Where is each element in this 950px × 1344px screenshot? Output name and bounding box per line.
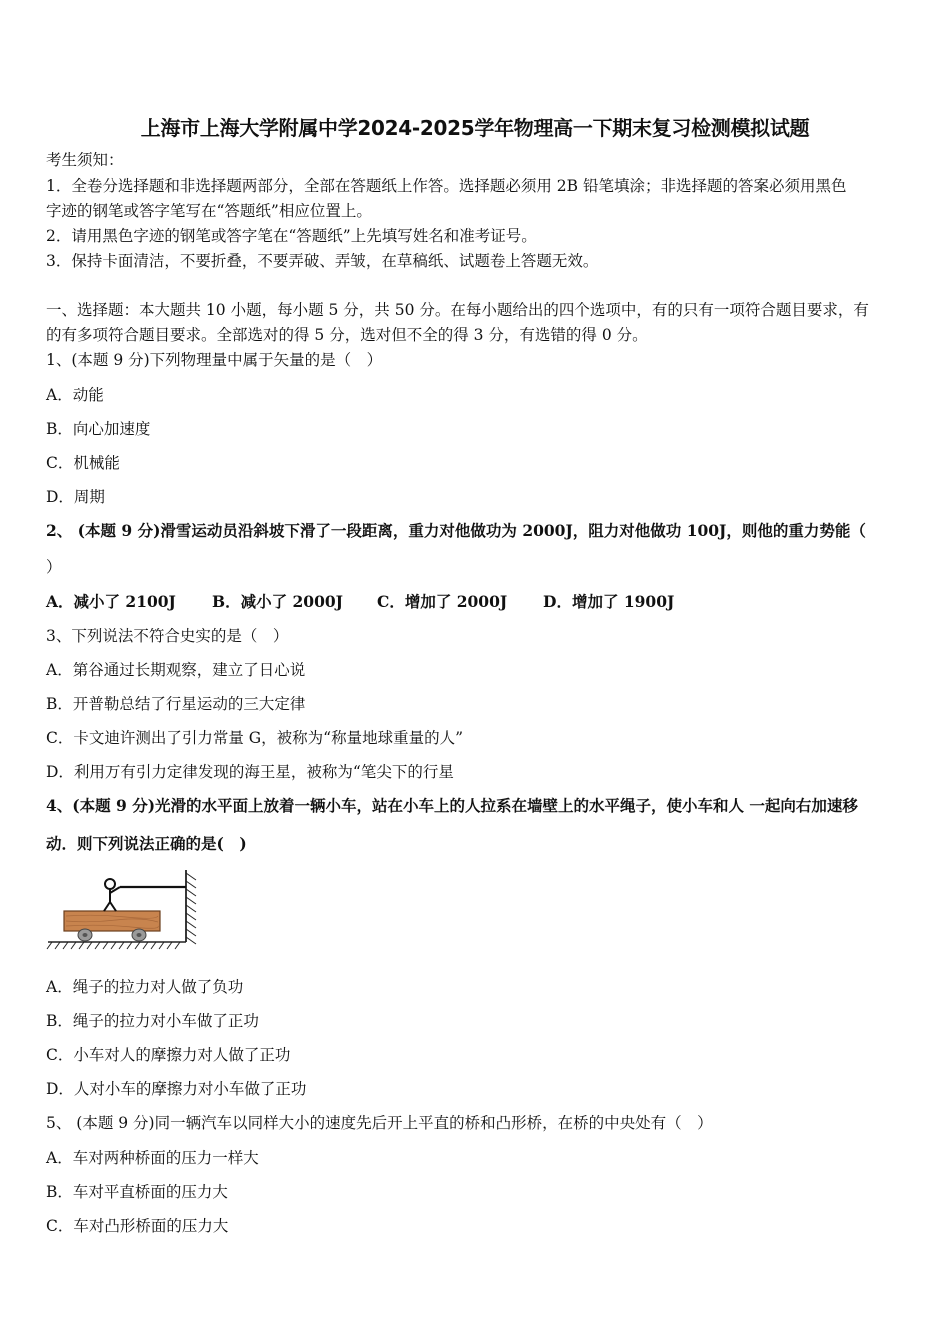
q1-option-c: C．机械能 bbox=[46, 454, 120, 472]
q2-stem-b: ） bbox=[46, 558, 62, 576]
cart-person-wall-figure bbox=[46, 865, 206, 955]
wall-hatching bbox=[186, 873, 196, 944]
q2-option-d: D．增加了 1900J bbox=[543, 592, 675, 611]
q3-option-c: C．卡文迪许测出了引力常量 G，被称为“称量地球重量的人” bbox=[46, 729, 464, 747]
q2-stem-a: 2、 (本题 9 分)滑雪运动员沿斜坡下滑了一段距离，重力对他做功为 2000J，阻力对他做功 100J，则他的重力势能（ bbox=[46, 521, 866, 540]
q4-option-d: D．人对小车的摩擦力对小车做了正功 bbox=[46, 1080, 307, 1098]
q4-stem-a: 4、(本题 9 分)光滑的水平面上放着一辆小车，站在小车上的人拉系在墙壁上的水平绳子，使小车和人 一起向右加速移 bbox=[46, 796, 858, 815]
q2-option-b: B．减小了 2000J bbox=[212, 592, 343, 611]
notice-line-1b: 字迹的钢笔或答字笔写在“答题纸”相应位置上。 bbox=[46, 202, 372, 220]
q3-option-a: A．第谷通过长期观察，建立了日心说 bbox=[46, 661, 306, 679]
section-intro-2: 的有多项符合题目要求。全部选对的得 5 分，选对但不全的得 3 分，有选错的得 0 分。 bbox=[46, 326, 648, 344]
notice-line-1a: 1．全卷分选择题和非选择题两部分，全部在答题纸上作答。选择题必须用 2B 铅笔填涂；非选择题的答案必须用黑色 bbox=[46, 177, 847, 195]
q5-option-a: A．车对两种桥面的压力一样大 bbox=[46, 1149, 259, 1167]
q3-option-d: D．利用万有引力定律发现的海王星，被称为“笔尖下的行星 bbox=[46, 763, 454, 781]
q3-option-b: B．开普勒总结了行星运动的三大定律 bbox=[46, 695, 306, 713]
cart-wheel-right bbox=[132, 929, 146, 941]
q2-option-c: C．增加了 2000J bbox=[377, 592, 508, 611]
q1-stem: 1、(本题 9 分)下列物理量中属于矢量的是（ ） bbox=[46, 351, 383, 369]
q2-option-a: A．减小了 2100J bbox=[46, 592, 176, 611]
q4-stem-b: 动．则下列说法正确的是( ) bbox=[46, 834, 247, 853]
q1-option-d: D．周期 bbox=[46, 488, 105, 506]
notice-heading: 考生须知： bbox=[46, 151, 124, 169]
section-intro-1: 一、选择题：本大题共 10 小题，每小题 5 分，共 50 分。在每小题给出的四个选项中，有的只有一项符合题目要求，有 bbox=[46, 301, 869, 319]
q3-stem: 3、下列说法不符合史实的是（ ） bbox=[46, 627, 289, 645]
q1-option-a: A．动能 bbox=[46, 386, 104, 404]
q5-stem: 5、 (本题 9 分)同一辆汽车以同样大小的速度先后开上平直的桥和凸形桥，在桥的中央处有（ ） bbox=[46, 1114, 713, 1132]
q4-option-c: C．小车对人的摩擦力对人做了正功 bbox=[46, 1046, 291, 1064]
q4-option-a: A．绳子的拉力对人做了负功 bbox=[46, 978, 244, 996]
cart-wheel-left bbox=[78, 929, 92, 941]
q4-option-b: B．绳子的拉力对小车做了正功 bbox=[46, 1012, 259, 1030]
q5-option-c: C．车对凸形桥面的压力大 bbox=[46, 1217, 229, 1235]
ground-hatching bbox=[47, 942, 180, 949]
q5-option-b: B．车对平直桥面的压力大 bbox=[46, 1183, 228, 1201]
notice-line-3: 3．保持卡面清洁，不要折叠，不要弄破、弄皱，在草稿纸、试题卷上答题无效。 bbox=[46, 252, 599, 270]
stick-person bbox=[104, 879, 120, 911]
q1-option-b: B．向心加速度 bbox=[46, 420, 151, 438]
notice-line-2: 2．请用黑色字迹的钢笔或答字笔在“答题纸”上先填写姓名和准考证号。 bbox=[46, 227, 537, 245]
page-title: 上海市上海大学附属中学2024-2025学年物理高一下期末复习检测模拟试题 bbox=[140, 116, 810, 140]
